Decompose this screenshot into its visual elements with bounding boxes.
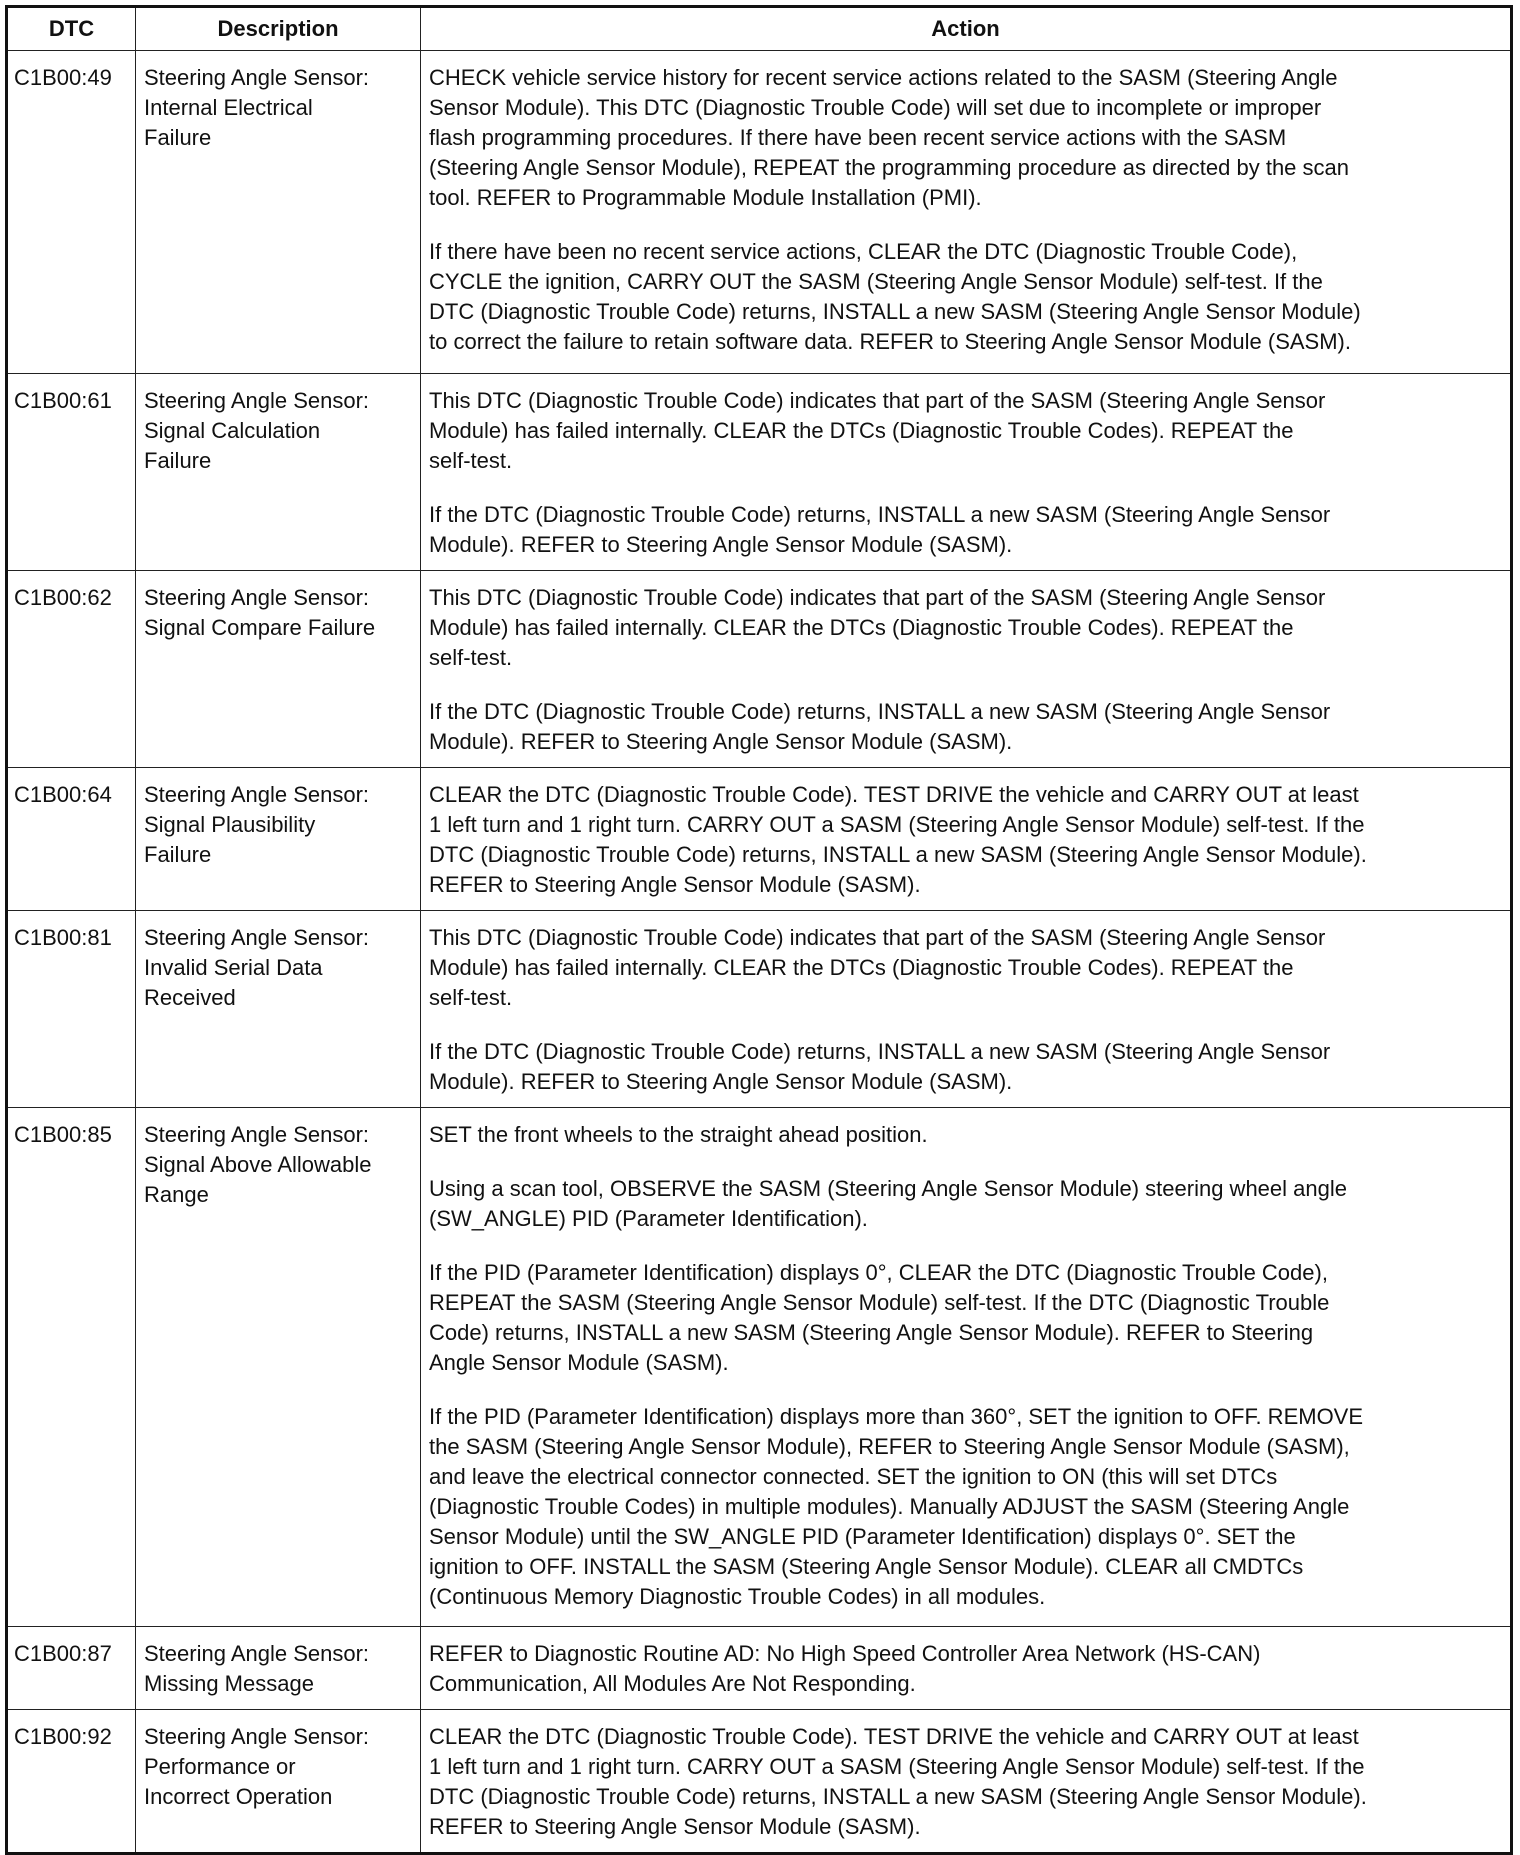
- action-line: flash programming procedures. If there have been recent service actions with the SASM: [429, 125, 1287, 150]
- action-paragraph: [429, 237, 1503, 357]
- description-line: Steering Angle Sensor:: [144, 1122, 370, 1147]
- dtc-description: [136, 51, 421, 374]
- action-line: self-test.: [429, 645, 513, 670]
- description-line: Signal Above Allowable: [144, 1152, 372, 1177]
- action-line: REFER to Steering Angle Sensor Module (SASM).: [429, 1814, 921, 1839]
- description-line: Failure: [144, 125, 212, 150]
- action-line: CHECK vehicle service history for recent service actions related to the SASM (Steering Angle: [429, 65, 1338, 90]
- dtc-code: C1B00:81: [7, 911, 136, 1108]
- description-line: Failure: [144, 842, 212, 867]
- action-line: 1 left turn and 1 right turn. CARRY OUT a SASM (Steering Angle Sensor Module) self-test. If the: [429, 812, 1365, 837]
- action-line: CLEAR the DTC (Diagnostic Trouble Code). TEST DRIVE the vehicle and CARRY OUT at least: [429, 782, 1359, 807]
- action-line: If the DTC (Diagnostic Trouble Code) returns, INSTALL a new SASM (Steering Angle Sensor: [429, 502, 1331, 527]
- dtc-action: [421, 768, 1512, 911]
- action-paragraph: [429, 1037, 1503, 1097]
- action-line: Angle Sensor Module (SASM).: [429, 1350, 729, 1375]
- table-row: [7, 768, 1512, 911]
- description-line: Steering Angle Sensor:: [144, 1724, 370, 1749]
- action-line: Module) has failed internally. CLEAR the DTCs (Diagnostic Trouble Codes). REPEAT the: [429, 418, 1294, 443]
- dtc-code: C1B00:61: [7, 374, 136, 571]
- action-paragraph: [429, 1402, 1503, 1612]
- action-line: DTC (Diagnostic Trouble Code) returns, INSTALL a new SASM (Steering Angle Sensor Module).: [429, 842, 1367, 867]
- description-line: Invalid Serial Data: [144, 955, 323, 980]
- dtc-action: [421, 374, 1512, 571]
- action-line: ignition to OFF. INSTALL the SASM (Steering Angle Sensor Module). CLEAR all CMDTCs: [429, 1554, 1304, 1579]
- action-line: SET the front wheels to the straight ahead position.: [429, 1122, 928, 1147]
- dtc-description: [136, 1710, 421, 1854]
- dtc-action: [421, 911, 1512, 1108]
- action-line: REFER to Diagnostic Routine AD: No High Speed Controller Area Network (HS-CAN): [429, 1641, 1261, 1666]
- action-paragraph: [429, 697, 1503, 757]
- dtc-description: [136, 571, 421, 768]
- description-line: Steering Angle Sensor:: [144, 388, 370, 413]
- dtc-table: [5, 5, 1513, 1855]
- description-line: Received: [144, 985, 236, 1010]
- action-line: Module) has failed internally. CLEAR the DTCs (Diagnostic Trouble Codes). REPEAT the: [429, 955, 1294, 980]
- dtc-code: C1B00:92: [7, 1710, 136, 1854]
- action-line: If the DTC (Diagnostic Trouble Code) returns, INSTALL a new SASM (Steering Angle Sensor: [429, 699, 1331, 724]
- action-line: self-test.: [429, 985, 513, 1010]
- action-line: the SASM (Steering Angle Sensor Module), REFER to Steering Angle Sensor Module (SASM),: [429, 1434, 1350, 1459]
- action-line: If the PID (Parameter Identification) displays 0°, CLEAR the DTC (Diagnostic Trouble Code),: [429, 1260, 1328, 1285]
- action-line: DTC (Diagnostic Trouble Code) returns, INSTALL a new SASM (Steering Angle Sensor Module).: [429, 1784, 1367, 1809]
- action-line: and leave the electrical connector connected. SET the ignition to ON (this will set DTCs: [429, 1464, 1278, 1489]
- description-line: Steering Angle Sensor:: [144, 65, 370, 90]
- table-row: [7, 1627, 1512, 1710]
- table-row: [7, 51, 1512, 374]
- action-line: Module) has failed internally. CLEAR the DTCs (Diagnostic Trouble Codes). REPEAT the: [429, 615, 1294, 640]
- table-row: [7, 374, 1512, 571]
- action-line: Module). REFER to Steering Angle Sensor Module (SASM).: [429, 532, 1013, 557]
- action-paragraph: [429, 386, 1503, 476]
- action-line: If the DTC (Diagnostic Trouble Code) returns, INSTALL a new SASM (Steering Angle Sensor: [429, 1039, 1331, 1064]
- action-line: (Steering Angle Sensor Module), REPEAT the programming procedure as directed by the scan: [429, 155, 1350, 180]
- action-line: CLEAR the DTC (Diagnostic Trouble Code). TEST DRIVE the vehicle and CARRY OUT at least: [429, 1724, 1359, 1749]
- description-line: Incorrect Operation: [144, 1784, 333, 1809]
- dtc-description: [136, 768, 421, 911]
- description-line: Steering Angle Sensor:: [144, 782, 370, 807]
- action-line: Code) returns, INSTALL a new SASM (Steering Angle Sensor Module). REFER to Steering: [429, 1320, 1314, 1345]
- action-line: Module). REFER to Steering Angle Sensor Module (SASM).: [429, 729, 1013, 754]
- dtc-action: [421, 1627, 1512, 1710]
- action-paragraph: [429, 1722, 1503, 1842]
- description-line: Internal Electrical: [144, 95, 313, 120]
- table-row: [7, 571, 1512, 768]
- description-line: Performance or: [144, 1754, 296, 1779]
- action-line: If the PID (Parameter Identification) displays more than 360°, SET the ignition to OFF. REMOVE: [429, 1404, 1364, 1429]
- dtc-code: C1B00:85: [7, 1108, 136, 1627]
- description-line: Missing Message: [144, 1671, 314, 1696]
- action-paragraph: [429, 1258, 1503, 1378]
- action-paragraph: [429, 583, 1503, 673]
- action-line: This DTC (Diagnostic Trouble Code) indicates that part of the SASM (Steering Angle Sensor: [429, 388, 1326, 413]
- dtc-code: C1B00:64: [7, 768, 136, 911]
- dtc-code: C1B00:62: [7, 571, 136, 768]
- action-line: Sensor Module). This DTC (Diagnostic Trouble Code) will set due to incomplete or improper: [429, 95, 1322, 120]
- action-line: 1 left turn and 1 right turn. CARRY OUT a SASM (Steering Angle Sensor Module) self-test. If the: [429, 1754, 1365, 1779]
- dtc-action: [421, 51, 1512, 374]
- description-line: Steering Angle Sensor:: [144, 925, 370, 950]
- action-line: Using a scan tool, OBSERVE the SASM (Steering Angle Sensor Module) steering wheel angle: [429, 1176, 1347, 1201]
- action-line: Communication, All Modules Are Not Responding.: [429, 1671, 916, 1696]
- action-line: If there have been no recent service actions, CLEAR the DTC (Diagnostic Trouble Code),: [429, 239, 1298, 264]
- dtc-action: [421, 1710, 1512, 1854]
- header-action: Action: [421, 7, 1512, 51]
- action-paragraph: [429, 923, 1503, 1013]
- action-line: self-test.: [429, 448, 513, 473]
- description-line: Signal Calculation: [144, 418, 321, 443]
- dtc-action: [421, 571, 1512, 768]
- dtc-description: [136, 1627, 421, 1710]
- dtc-action: [421, 1108, 1512, 1627]
- action-line: (SW_ANGLE) PID (Parameter Identification).: [429, 1206, 868, 1231]
- action-paragraph: [429, 780, 1503, 900]
- description-line: Range: [144, 1182, 209, 1207]
- action-paragraph: [429, 63, 1503, 213]
- description-line: Steering Angle Sensor:: [144, 1641, 370, 1666]
- table-row: [7, 911, 1512, 1108]
- action-line: CYCLE the ignition, CARRY OUT the SASM (Steering Angle Sensor Module) self-test. If the: [429, 269, 1323, 294]
- description-line: Failure: [144, 448, 212, 473]
- table-row: [7, 1710, 1512, 1854]
- dtc-description: [136, 1108, 421, 1627]
- header-description: Description: [136, 7, 421, 51]
- action-line: to correct the failure to retain software data. REFER to Steering Angle Sensor Module (SASM).: [429, 329, 1351, 354]
- action-paragraph: [429, 1639, 1503, 1699]
- action-paragraph: [429, 1174, 1503, 1234]
- action-line: (Diagnostic Trouble Codes) in multiple modules). Manually ADJUST the SASM (Steering Angle: [429, 1494, 1350, 1519]
- action-paragraph: [429, 1120, 1503, 1150]
- dtc-description: [136, 374, 421, 571]
- table-header-row: [7, 7, 1512, 51]
- header-dtc: DTC: [7, 7, 136, 51]
- action-line: This DTC (Diagnostic Trouble Code) indicates that part of the SASM (Steering Angle Sensor: [429, 925, 1326, 950]
- dtc-code: C1B00:87: [7, 1627, 136, 1710]
- description-line: Signal Compare Failure: [144, 615, 376, 640]
- table-row: [7, 1108, 1512, 1627]
- action-line: Sensor Module) until the SW_ANGLE PID (Parameter Identification) displays 0°. SET the: [429, 1524, 1296, 1549]
- action-line: REPEAT the SASM (Steering Angle Sensor Module) self-test. If the DTC (Diagnostic Trouble: [429, 1290, 1330, 1315]
- action-paragraph: [429, 500, 1503, 560]
- action-line: This DTC (Diagnostic Trouble Code) indicates that part of the SASM (Steering Angle Sensor: [429, 585, 1326, 610]
- dtc-description: [136, 911, 421, 1108]
- action-line: REFER to Steering Angle Sensor Module (SASM).: [429, 872, 921, 897]
- action-line: (Continuous Memory Diagnostic Trouble Codes) in all modules.: [429, 1584, 1046, 1609]
- description-line: Steering Angle Sensor:: [144, 585, 370, 610]
- action-line: tool. REFER to Programmable Module Installation (PMI).: [429, 185, 982, 210]
- dtc-code: C1B00:49: [7, 51, 136, 374]
- description-line: Signal Plausibility: [144, 812, 316, 837]
- action-line: DTC (Diagnostic Trouble Code) returns, INSTALL a new SASM (Steering Angle Sensor Module): [429, 299, 1361, 324]
- action-line: Module). REFER to Steering Angle Sensor Module (SASM).: [429, 1069, 1013, 1094]
